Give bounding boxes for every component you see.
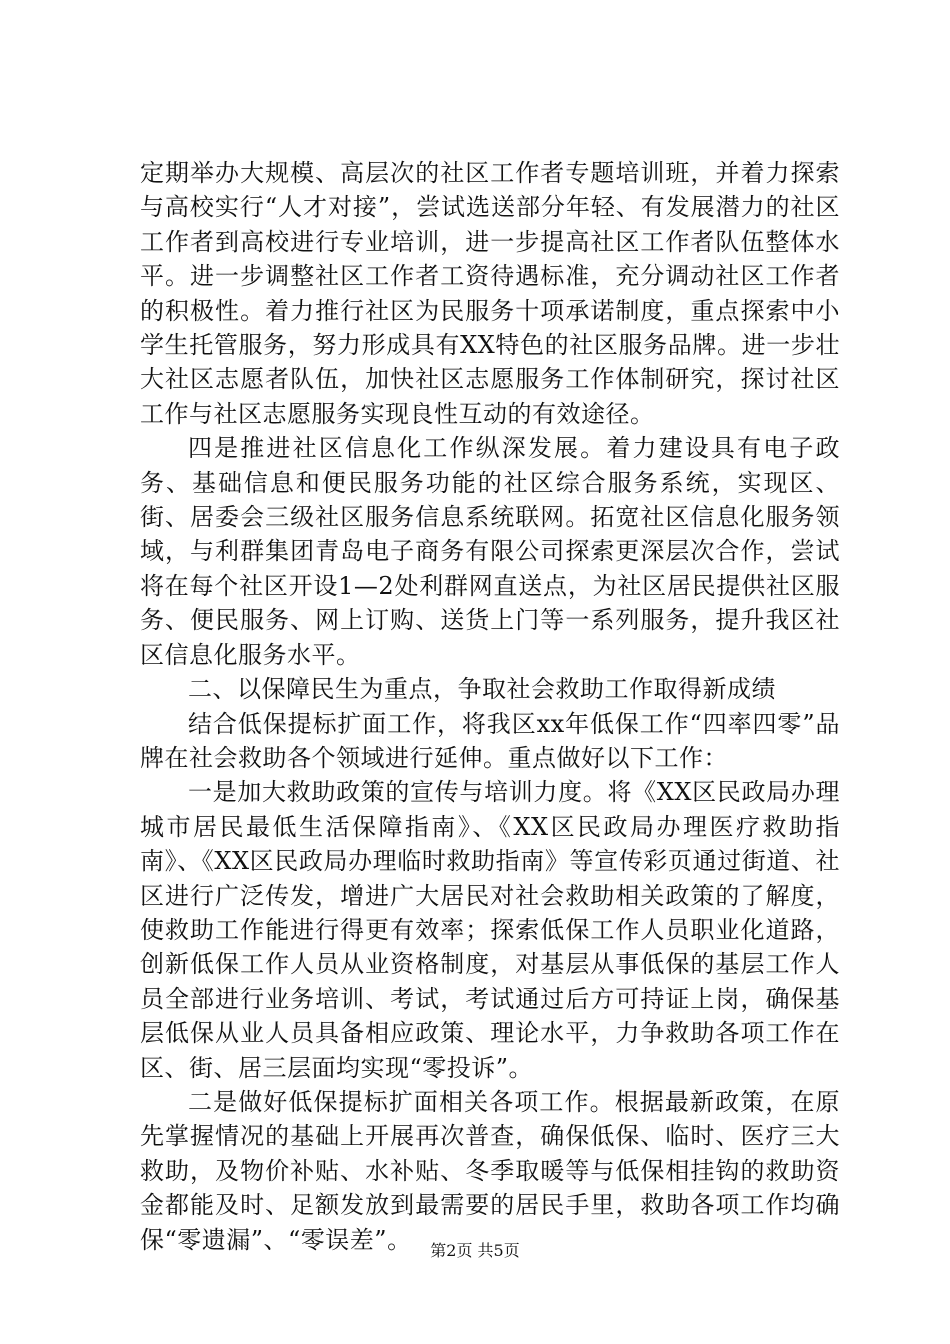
page-footer: 第2页 共5页 [430,1241,520,1260]
section-heading: 二、以保障民生为重点，争取社会救助工作取得新成绩 [188,675,776,704]
paragraph-3: 结合低保提标扩面工作，将我区xx年低保工作“四率四零”品牌在社会救助各个领域进行延伸。重点做好以下工作： [140,709,840,772]
body-text [140,156,840,1257]
paragraph-5: 二是做好低保提标扩面相关各项工作。根据最新政策，在原先掌握情况的基础上开展再次普查，确保低保、临时、医疗三大救助，及物价补贴、水补贴、冬季取暖等与低保相挂钩的救助资金都能及时、足额发放到最需要的居民手里，救助各项工作均确保“零遗漏”、“零误差”。 [140,1087,840,1254]
paragraph-1: 定期举办大规模、高层次的社区工作者专题培训班，并着力探索与高校实行“人才对接”，尝试选送部分年轻、有发展潜力的社区工作者到高校进行专业培训，进一步提高社区工作者队伍整体水平。进一步调整社区工作者工资待遇标准，充分调动社区工作者的积极性。着力推行社区为民服务十项承诺制度，重点探索中小学生托管服务，努力形成具有XX特色的社区服务品牌。进一步壮大社区志愿者队伍，加快社区志愿服务工作体制研究，探讨社区工作与社区志愿服务实现良性互动的有效途径。 [140,159,840,428]
paragraph-4: 一是加大救助政策的宣传与培训力度。将《XX区民政局办理城市居民最低生活保障指南》、《XX区民政局办理医疗救助指南》、《XX区民政局办理临时救助指南》等宣传彩页通过街道、社区进行广泛传发，增进广大居民对社会救助相关政策的了解度，使救助工作能进行得更有效率；探索低保工作人员职业化道路，创新低保工作人员从业资格制度，对基层从事低保的基层工作人员全部进行业务培训、考试，考试通过后方可持证上岗，确保基层低保从业人员具备相应政策、理论水平，力争救助各项工作在区、街、居三层面均实现“零投诉”。 [140,778,840,1082]
paragraph-2: 四是推进社区信息化工作纵深发展。着力建设具有电子政务、基础信息和便民服务功能的社区综合服务系统，实现区、街、居委会三级社区服务信息系统联网。拓宽社区信息化服务领域，与利群集团青岛电子商务有限公司探索更深层次合作，尝试将在每个社区开设1—2处利群网直送点，为社区居民提供社区服务、便民服务、网上订购、送货上门等一系列服务，提升我区社区信息化服务水平。 [140,434,840,669]
